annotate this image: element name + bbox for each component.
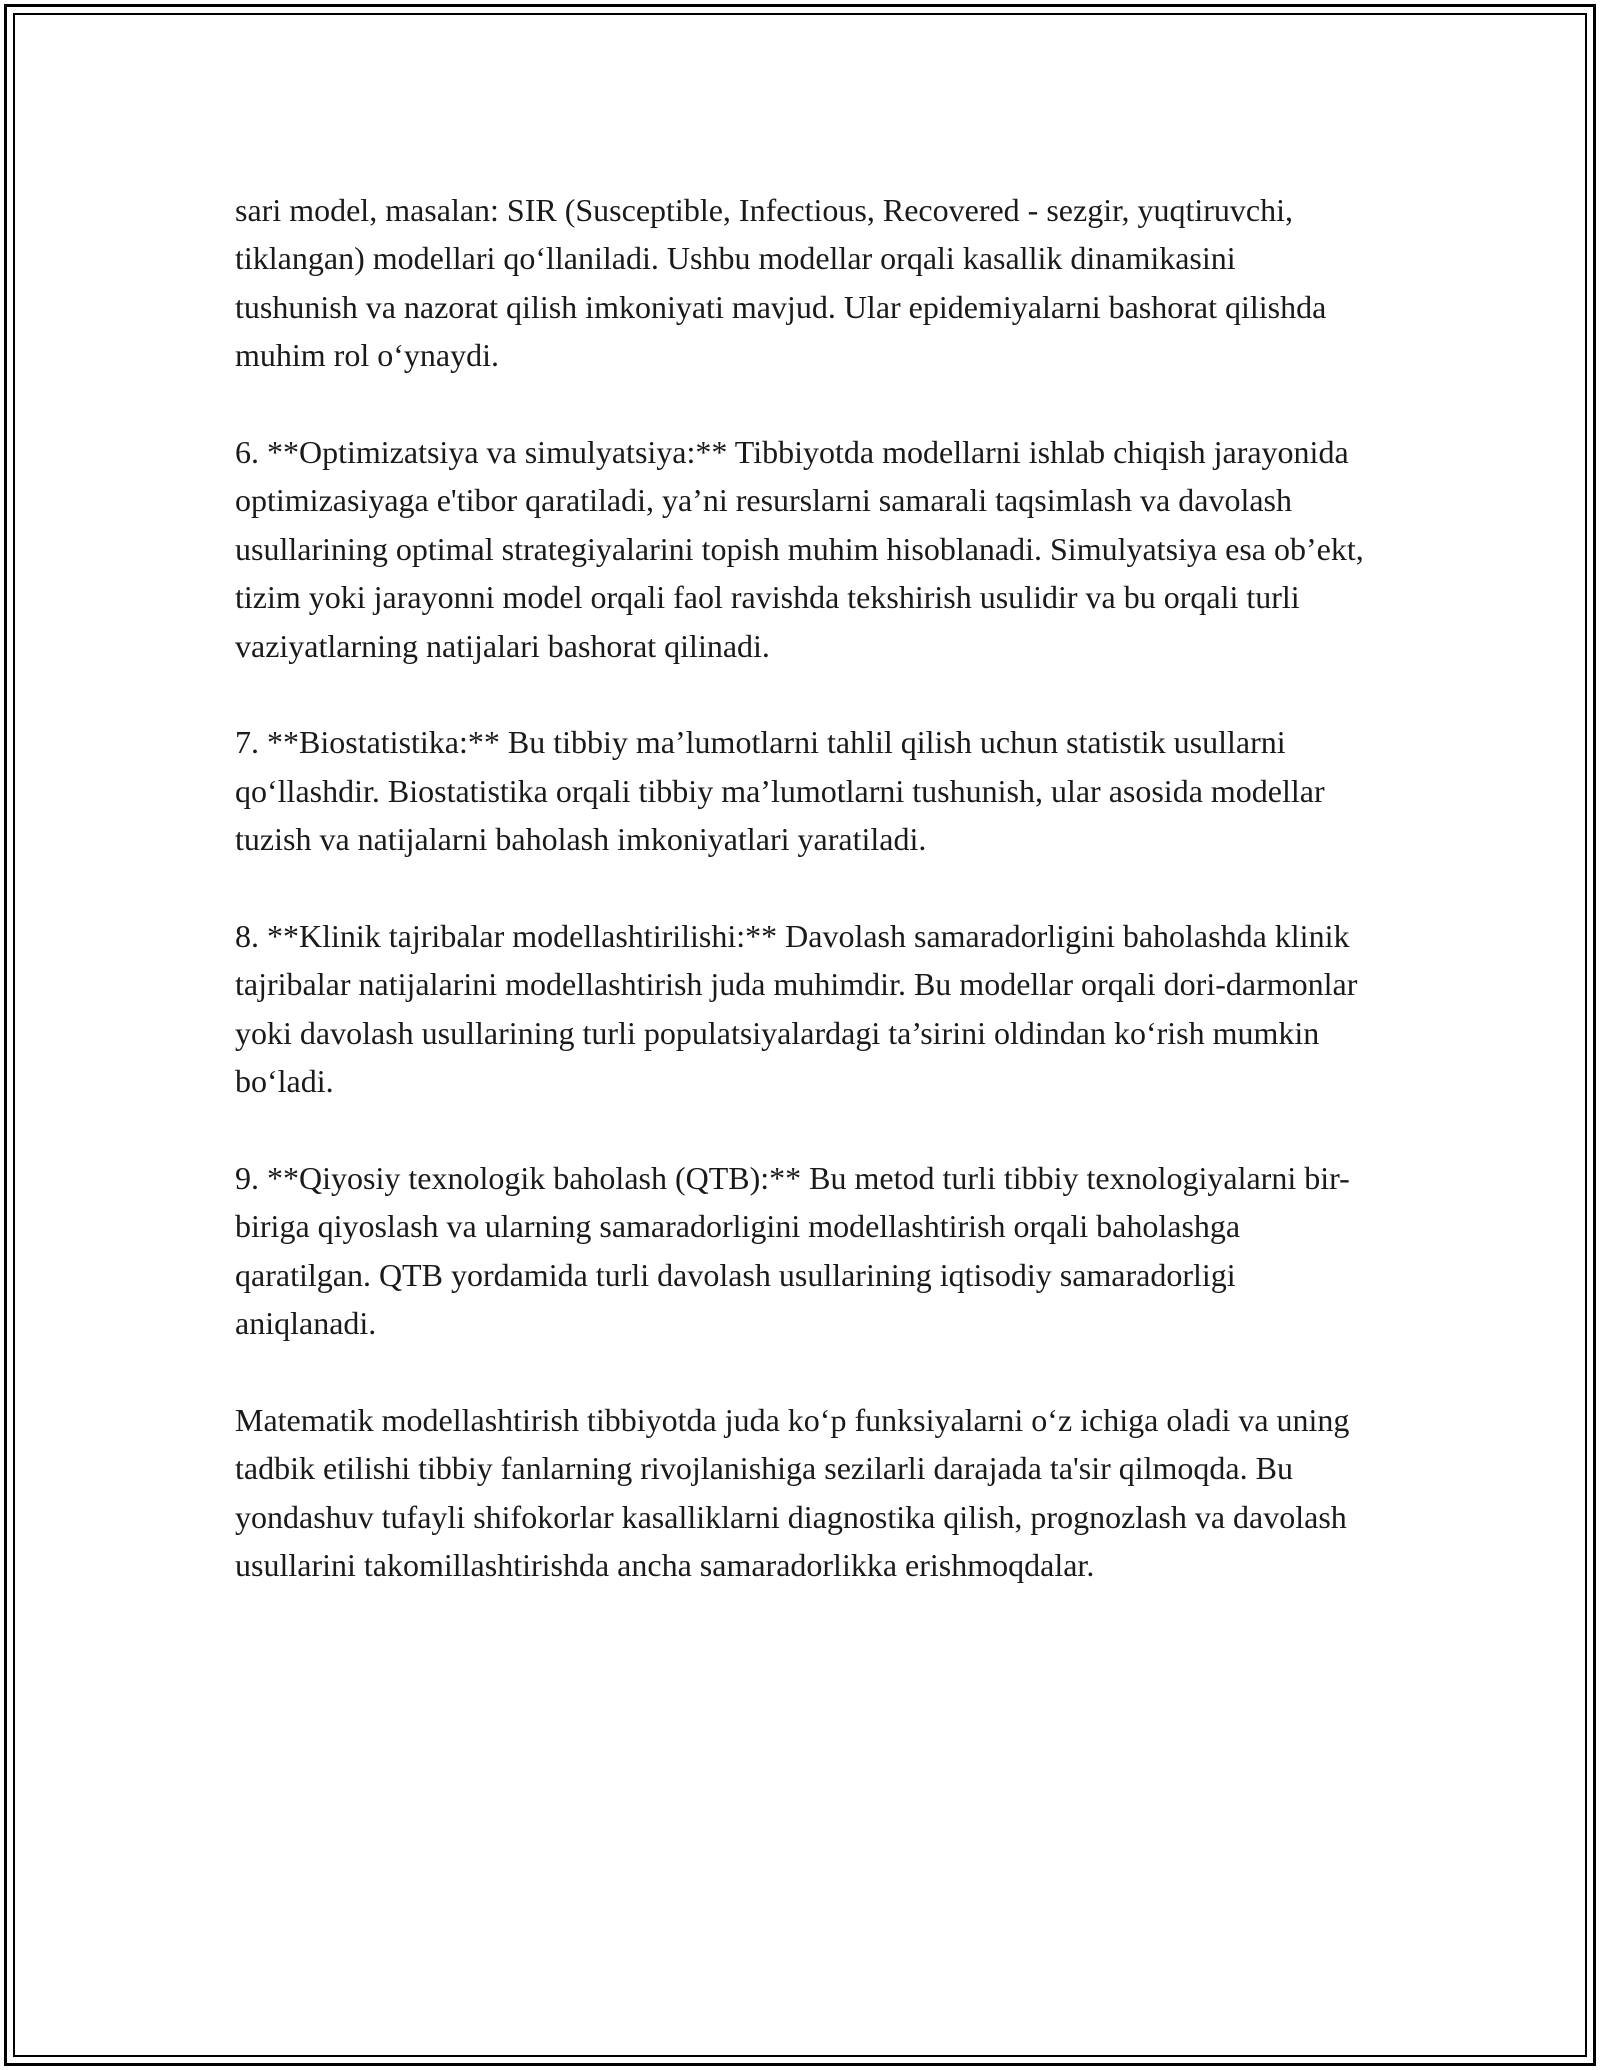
- paragraph-conclusion: Matematik modellashtirish tibbiyotda juda ko‘p funksiyalarni o‘z ichiga oladi va uning tadbik etilishi tibbiy fanlarning rivojlanishiga sezilarli darajada ta'sir qilmoqda. Bu yondashuv tufayli shifokorlar kasalliklarni diagnostika qilish, prognozlash va davolash usullarini takomillashtirishda ancha samaradorlikka erishmoqdalar.: [235, 1402, 1350, 1584]
- paragraph-biostatistics: 7. **Biostatistika:** Bu tibbiy ma’lumotlarni tahlil qilish uchun statistik usullarni qo‘llashdir. Biostatistika orqali tibbiy ma’lumotlarni tushunish, ular asosida modellar tuzish va natijalarni baholash imkoniyatlari yaratiladi.: [235, 724, 1325, 858]
- paragraph-clinical-trials: 8. **Klinik tajribalar modellashtirilishi:** Davolash samaradorligini baholashda klinik tajribalar natijalarini modellashtirish juda muhimdir. Bu modellar orqali dori-darmonlar yoki davolash usullarining turli populatsiyalardagi ta’sirini oldindan ko‘rish mumkin bo‘ladi.: [235, 918, 1358, 1100]
- document-body: [235, 186, 1365, 1590]
- paragraph-sir-model: sari model, masalan: SIR (Susceptible, Infectious, Recovered - sezgir, yuqtiruvchi, tiklangan) modellari qo‘llaniladi. Ushbu modellar orqali kasallik dinamikasini tushunish va nazorat qilish imkoniyati mavjud. Ular epidemiyalarni bashorat qilishda muhim rol o‘ynaydi.: [235, 192, 1327, 374]
- paragraph-optimization-simulation: 6. **Optimizatsiya va simulyatsiya:** Tibbiyotda modellarni ishlab chiqish jarayonida optimizasiyaga e'tibor qaratiladi, ya’ni resurslarni samarali taqsimlash va davolash usullarining optimal strategiyalarini topish muhim hisoblanadi. Simulyatsiya esa ob’ekt, tizim yoki jarayonni model orqali faol ravishda tekshirish usulidir va bu orqali turli vaziyatlarning natijalari bashorat qilinadi.: [235, 434, 1364, 664]
- paragraph-technology-assessment: 9. **Qiyosiy texnologik baholash (QTB):** Bu metod turli tibbiy texnologiyalarni bir-biriga qiyoslash va ularning samaradorligini modellashtirish orqali baholashga qaratilgan. QTB yordamida turli davolash usullarining iqtisodiy samaradorligi aniqlanadi.: [235, 1160, 1350, 1342]
